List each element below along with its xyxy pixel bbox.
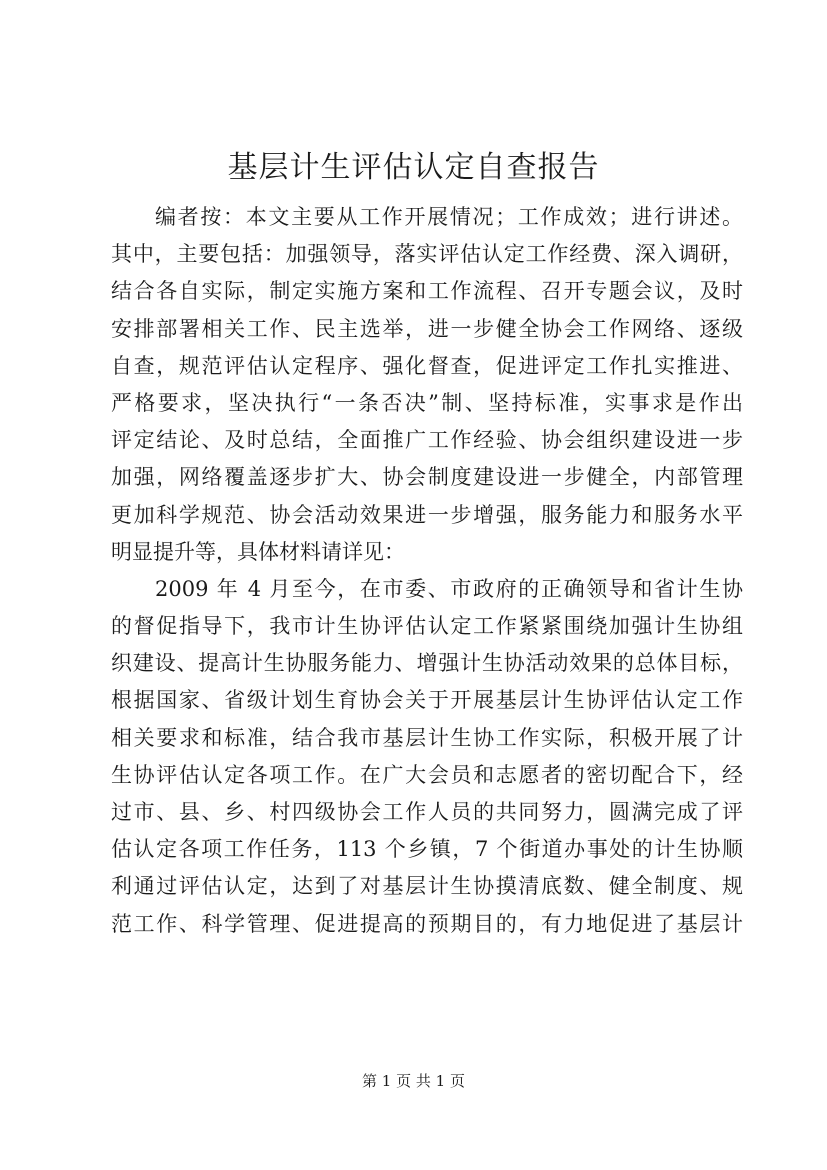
- paragraph-line: 加强，网络覆盖逐步扩大、协会制度建设进一步健全，内部管理: [111, 465, 743, 490]
- paragraph-line: 范工作、科学管理、促进提高的预期目的，有力地促进了基层计: [111, 911, 743, 936]
- page-footer: 第 1 页 共 1 页: [362, 1072, 465, 1090]
- paragraph-line: 相关要求和标准，结合我市基层计生协工作实际，积极开展了计: [111, 725, 743, 750]
- paragraph-line: 织建设、提高计生协服务能力、增强计生协活动效果的总体目标，: [111, 651, 743, 676]
- paragraph-line: 结合各自实际，制定实施方案和工作流程、召开专题会议，及时: [111, 279, 743, 304]
- paragraph-line: 编者按：本文主要从工作开展情况；工作成效；进行讲述。: [155, 205, 743, 229]
- paragraph-line: 严格要求，坚决执行“一条否决”制、坚持标准，实事求是作出: [111, 390, 743, 415]
- paragraph-line: 评定结论、及时总结，全面推广工作经验、协会组织建设进一步: [111, 428, 743, 453]
- paragraph-line: 过市、县、乡、村四级协会工作人员的共同努力，圆满完成了评: [111, 800, 743, 824]
- paragraph-line: 根据国家、省级计划生育协会关于开展基层计生协评估认定工作: [111, 688, 743, 713]
- paragraph-line: 自查，规范评估认定程序、强化督查，促进评定工作扎实推进、: [111, 353, 743, 378]
- paragraph-line: 利通过评估认定，达到了对基层计生协摸清底数、健全制度、规: [111, 874, 743, 899]
- paragraph-line: 生协评估认定各项工作。在广大会员和志愿者的密切配合下，经: [111, 762, 743, 787]
- paragraph-line: 明显提升等，具体材料请详见：: [111, 539, 405, 564]
- paragraph-line: 安排部署相关工作、民主选举，进一步健全协会工作网络、逐级: [111, 316, 743, 341]
- paragraph-line: 2009 年 4 月至今，在市委、市政府的正确领导和省计生协: [155, 576, 743, 601]
- document-title: 基层计生评估认定自查报告: [227, 150, 600, 185]
- paragraph-line: 更加科学规范、协会活动效果进一步增强，服务能力和服务水平: [111, 502, 743, 527]
- document-body: [111, 199, 743, 943]
- paragraph-line: 其中，主要包括：加强领导，落实评估认定工作经费、深入调研，: [111, 242, 743, 267]
- paragraph-line: 估认定各项工作任务，113 个乡镇，7 个街道办事处的计生协顺: [111, 837, 743, 862]
- paragraph-line: 的督促指导下，我市计生协评估认定工作紧紧围绕加强计生协组: [111, 614, 743, 639]
